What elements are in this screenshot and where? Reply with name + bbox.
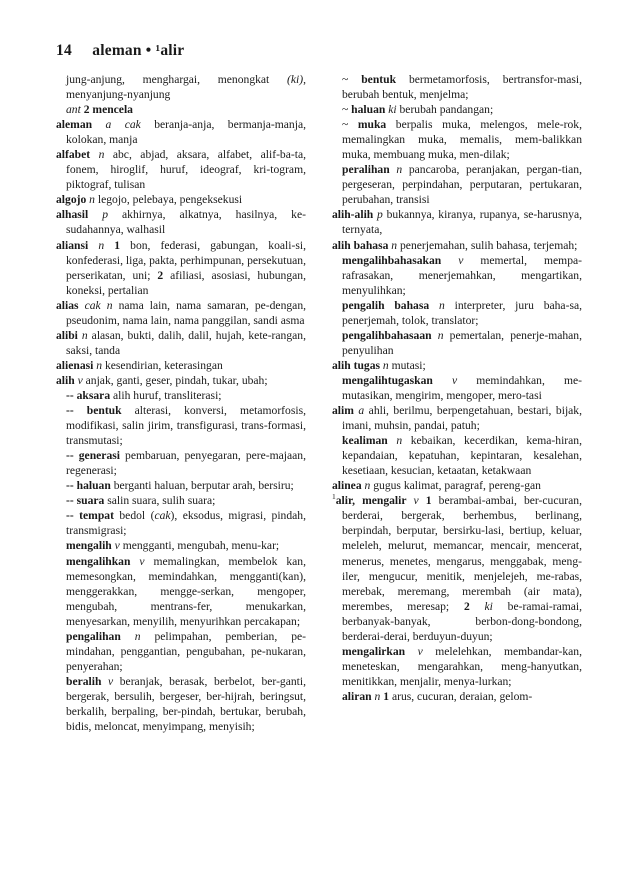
dictionary-sense: [332, 689, 582, 704]
dictionary-sense: [56, 629, 306, 674]
entry-label: v: [451, 373, 477, 387]
dictionary-entry: [56, 207, 306, 237]
entry-text: alterasi, konversi, metamorfosis, modifikasi, salin jirim, transfigurasi, trans-formasi, transmutasi;: [66, 404, 306, 448]
entry-text: legojo, pelebaya, pengeksekusi: [97, 193, 243, 207]
entry-label: n: [96, 358, 105, 372]
dictionary-entry: [332, 207, 582, 237]
entry-text: salin suara, sulih suara;: [107, 494, 216, 508]
entry-label: n: [439, 298, 455, 312]
entry-text: kebaikan, kecerdikan, kema-hiran, kepandaian, kepatuhan, kepintaran, kesalehan, kesetiaan, kesucian, ketaatan, ketakwaan: [342, 434, 583, 478]
entry-term: alih tugas: [332, 358, 383, 372]
entry-text: berubah pandangan;: [399, 103, 494, 117]
entry-text: penerjemahan, sulih bahasa, terjemah;: [400, 238, 578, 252]
entry-term: muka: [357, 118, 396, 132]
right-column: [332, 72, 582, 704]
entry-label: v: [139, 554, 154, 568]
entry-term: aleman: [56, 118, 106, 132]
entry-label: n: [437, 328, 450, 342]
left-column: [56, 72, 306, 734]
dictionary-sense: [332, 298, 582, 328]
entry-term: aliran: [342, 689, 375, 703]
dictionary-entry: [332, 493, 582, 643]
entry-term: alih bahasa: [332, 238, 392, 252]
entry-text: be-ramai-ramai, berbanyak-banyak, berbon-dong-bondong, berderai-derai, berduyun-duyun;: [342, 599, 583, 643]
dictionary-sense: [332, 644, 582, 689]
dictionary-sense: [56, 102, 306, 117]
dictionary-sense: [332, 328, 582, 358]
entry-term: alinea: [332, 479, 365, 493]
entry-label: n: [98, 238, 115, 252]
entry-text: interpreter, juru baha-sa, penerjemah, tolok, translator;: [342, 298, 582, 327]
entry-text: afiliasi, asosiasi, hubungan, koneksi, pertalian: [66, 268, 306, 297]
entry-label: n: [382, 358, 392, 372]
entry-label: n: [89, 193, 98, 207]
dictionary-sense: [332, 433, 582, 478]
entry-label: ant: [66, 103, 84, 117]
running-headwords: aleman • ¹alir: [92, 42, 185, 59]
entry-term: aliansi: [56, 238, 99, 252]
entry-text: pelimpahan, pemberian, pe-mindahan, penggantian, pengubahan, pe-nukaran, penyerahan;: [66, 629, 306, 673]
entry-label: v: [77, 373, 86, 387]
dictionary-sense: [56, 538, 306, 553]
entry-label: n: [396, 163, 409, 177]
entry-text: pemertalan, penerje-mahan, penyulihan: [342, 328, 582, 357]
entry-term: mengalihkan: [66, 554, 140, 568]
entry-term: alhasil: [56, 208, 103, 222]
dictionary-sense: [332, 253, 582, 298]
entry-term: alienasi: [56, 358, 97, 372]
entry-label: ki: [484, 599, 508, 613]
entry-text: beranjak, berasak, berbelot, ber-ganti, bergerak, bersulih, bergeser, ber-hijrah, beringsut, berkalih, berpaling, ber-pindah, bertukar, berubah, bidis, meloncat, menyimpang, menyisih;: [66, 674, 307, 734]
dictionary-entry: [332, 478, 582, 493]
entry-term: mengalihbahasakan: [342, 253, 459, 267]
entry-term: pengalih bahasa: [342, 298, 439, 312]
entry-term: -- generasi: [66, 449, 126, 463]
entry-term: alih-alih: [332, 208, 377, 222]
entry-text: anjak, ganti, geser, pindah, tukar, ubah;: [85, 373, 268, 387]
entry-term: alih: [56, 373, 78, 387]
dictionary-entry: [56, 328, 306, 358]
entry-label: a cak: [105, 118, 155, 132]
entry-text: alih huruf, transliterasi;: [113, 388, 222, 402]
entry-term: alir, mengalir: [335, 494, 414, 508]
dictionary-sense: [56, 674, 306, 734]
entry-text: bedol (: [119, 509, 155, 523]
entry-term: -- tempat: [66, 509, 120, 523]
dictionary-entry: [56, 358, 306, 373]
entry-term: mengalihtugaskan: [342, 373, 452, 387]
dictionary-sense: [332, 373, 582, 403]
dictionary-sense: [332, 102, 582, 117]
entry-text: memalingkan, membelok kan, memesongkan, memindahkan, mengganti(kan), menggerakkan, mengge-serkan, mengoper, mengubah, mentrans-fer, menukarkan, menyesarkan, menyilih, menyurihkan percakapan;: [66, 554, 306, 628]
page-number: 14: [56, 42, 72, 59]
entry-term: pengalihbahasaan: [342, 328, 438, 342]
entry-term: -- haluan: [66, 479, 114, 493]
entry-term: 2: [157, 268, 171, 282]
entry-term: pengalihan: [66, 629, 135, 643]
entry-term: kealiman: [342, 434, 397, 448]
entry-text: ), eksodus, migrasi, pindah, transmigrasi;: [66, 509, 306, 538]
entry-text: abc, abjad, aksara, alfabet, alif-ba-ta, fonem, hiroglif, huruf, ideograf, kri-togram, piktograf, tulisan: [66, 148, 307, 192]
entry-term: alibi: [56, 328, 82, 342]
entry-text: alasan, bukti, dalih, dalil, hujah, kete-rangan, saksi, tanda: [66, 328, 306, 357]
dictionary-sense: [56, 508, 306, 538]
entry-term: 2 mencela: [83, 103, 133, 117]
entry-label: cak: [154, 509, 171, 523]
entry-text: ~: [342, 118, 358, 132]
entry-text: gugus kalimat, paragraf, pereng-gan: [373, 479, 541, 493]
entry-label: n: [364, 479, 374, 493]
entry-text: pembaruan, penyegaran, pere-majaan, regenerasi;: [66, 449, 306, 478]
entry-term: mengalirkan: [342, 644, 418, 658]
entry-label: v: [413, 494, 426, 508]
entry-term: bentuk: [361, 73, 409, 86]
entry-text: mutasi;: [391, 358, 426, 372]
entry-term: alfabet: [56, 148, 99, 162]
entry-term: 1: [383, 689, 392, 703]
entry-label: n: [81, 328, 92, 342]
entry-term: haluan: [351, 103, 389, 117]
entry-label: n: [391, 238, 400, 252]
entry-term: algojo: [56, 193, 90, 207]
homonym-number: 1: [332, 492, 336, 502]
dictionary-sense: [56, 448, 306, 478]
entry-text: jung-anjung, menghargai, menongkat: [66, 73, 287, 86]
entry-term: peralihan: [342, 163, 397, 177]
page-header: [56, 42, 184, 60]
dictionary-sense: [332, 117, 582, 162]
dictionary-sense: [56, 72, 306, 102]
entry-label: n: [134, 629, 155, 643]
entry-term: 1: [425, 494, 439, 508]
entry-term: -- suara: [66, 494, 108, 508]
entry-label: v: [108, 674, 120, 688]
entry-text: nama lain, nama samaran, pe-dengan, pseudonim, nama lain, nama panggilan, sandi asma: [66, 298, 307, 327]
entry-label: n: [98, 148, 113, 162]
entry-term: -- aksara: [66, 388, 114, 402]
entry-text: ahli, berilmu, berpengetahuan, bestari, bijak, imani, muhsin, pandai, patuh;: [342, 404, 583, 433]
dictionary-sense: [56, 403, 306, 448]
dictionary-sense: [56, 478, 306, 493]
dictionary-sense: [56, 493, 306, 508]
dictionary-entry: [56, 147, 306, 192]
dictionary-entry: [332, 358, 582, 373]
entry-label: v: [417, 644, 436, 658]
dictionary-sense: [56, 554, 306, 629]
entry-label: v: [458, 253, 481, 267]
dictionary-sense: [332, 72, 582, 102]
entry-text: ~: [342, 103, 352, 117]
entry-label: n: [396, 434, 411, 448]
entry-text: berpalis muka, melengos, mele-rok, memalingkan muka, memalis, mem-balikkan muka, membuang muka, men-dilak;: [342, 118, 582, 162]
entry-label: cak n: [84, 298, 119, 312]
dictionary-entry: [56, 298, 306, 328]
entry-term: 2: [463, 599, 485, 613]
dictionary-entry: [56, 117, 306, 147]
entry-term: mengalih: [66, 539, 115, 553]
entry-label: (ki): [287, 73, 304, 86]
entry-text: melelehkan, membandar-kan, meneteskan, mengarahkan, meng-hanyutkan, menitikkan, menjalir, menya-lurkan;: [342, 644, 582, 688]
entry-label: a: [358, 404, 369, 418]
entry-label: ki: [388, 103, 400, 117]
entry-term: alim: [332, 404, 359, 418]
dictionary-entry: [332, 238, 582, 253]
dictionary-sense: [56, 388, 306, 403]
entry-text: bon, federasi, gabungan, koali-si, konfederasi, liga, pakta, perhimpunan, persekutuan, perserikatan, uni;: [66, 238, 306, 282]
dictionary-entry: [332, 403, 582, 433]
entry-label: p: [102, 208, 123, 222]
entry-text: kesendirian, keterasingan: [104, 358, 223, 372]
entry-text: akhirnya, alkatnya, hasilnya, ke-sudahannya, walhasil: [66, 208, 306, 237]
entry-text: memindahkan, me-mutasikan, mengirim, mengoper, mero-tasi: [342, 373, 582, 402]
entry-text: pancaroba, peranjakan, pergan-tian, pergeseran, perpindahan, perputaran, pertukaran, perubahan, transisi: [342, 163, 582, 207]
entry-text: beranja-anja, bermanja-manja, kolokan, manja: [66, 118, 306, 147]
entry-text: mengganti, mengubah, menu-kar;: [122, 539, 280, 553]
entry-text: , menyanjung-nyanjung: [66, 73, 306, 102]
entry-label: n: [374, 689, 384, 703]
entry-label: v: [114, 539, 123, 553]
entry-text: ~: [342, 73, 362, 86]
entry-text: berambai-ambai, ber-cucuran, berderai, bergerak, berhembus, berlinang, berpindah, berputar, bersirku-lasi, bertiup, keluar, meleleh, melurut, memancar, mencair, mencerat, menerus, menetes, mengarus, menggabak, meng-iler, mengucur, menitik, menjelejeh, me-rabas, merebak, meremang, merembah (air mata), merembes, meresap;: [342, 494, 582, 613]
dictionary-entry: [56, 192, 306, 207]
entry-term: -- bentuk: [66, 404, 135, 418]
entry-text: bermetamorfosis, bertransfor-masi, berubah bentuk, menjelma;: [342, 73, 583, 102]
entry-text: berganti haluan, berputar arah, bersiru;: [113, 479, 294, 493]
dictionary-sense: [332, 162, 582, 207]
entry-term: 1: [114, 238, 131, 252]
entry-text: memertal, mempa-rafrasakan, menerjemahkan, mengartikan, menyulihkan;: [342, 253, 583, 297]
dictionary-entry: [56, 238, 306, 298]
entry-text: arus, cucuran, deraian, gelom-: [391, 689, 533, 703]
entry-term: beralih: [66, 674, 109, 688]
dictionary-entry: [56, 373, 306, 388]
entry-label: p: [377, 208, 387, 222]
entry-term: alias: [56, 298, 85, 312]
entry-text: bukannya, kiranya, rupanya, se-harusnya, ternyata,: [342, 208, 582, 237]
